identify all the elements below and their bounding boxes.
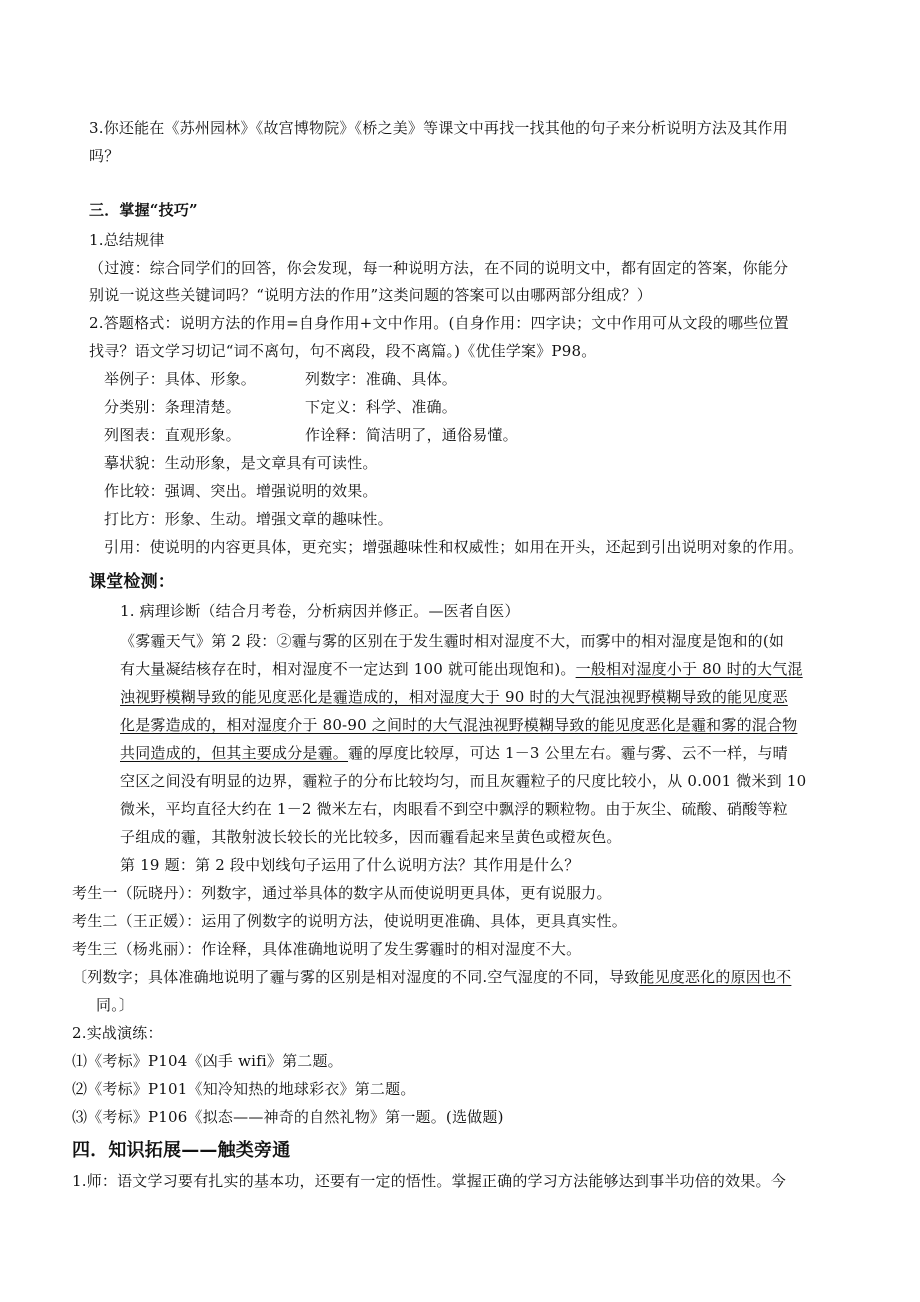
method-numbers: 列数字：准确、具体。 — [305, 370, 458, 388]
method-metaphor: 打比方：形象、生动。增强文章的趣味性。 — [104, 510, 393, 528]
para-line-1: 《雾霾天气》第 2 段：②霾与雾的区别在于发生霾时相对湿度不大，而雾中的相对湿度是饱和的(如 — [120, 632, 785, 650]
section-4-heading: 四．知识拓展——触类旁通 — [72, 1140, 291, 1161]
check-heading: 课堂检测： — [89, 572, 175, 592]
summary-title: 1.总结规律 — [89, 231, 165, 249]
reference-answer-1a: 〔列数字；具体准确地说明了霾与雾的区别是相对湿度的不同.空气湿度的不同，导致 — [72, 968, 640, 986]
q3-line-1: 3.你还能在《苏州园林》《故宫博物院》《桥之美》等课文中再找一找其他的句子来分析说明方法及其作用 — [89, 119, 788, 137]
para-line-5b: 霾的厚度比较厚，可达 1－3 公里左右。霾与雾、云不一样，与晴 — [348, 744, 788, 762]
method-chart: 列图表：直观形象。 — [104, 426, 241, 444]
practice-title: 2.实战演练： — [72, 1024, 163, 1042]
method-define: 下定义：科学、准确。 — [305, 398, 458, 416]
question-19: 第 19 题：第 2 段中划线句子运用了什么说明方法？其作用是什么？ — [120, 856, 580, 874]
reference-answer-line-1 — [72, 966, 791, 988]
method-quote: 引用：使说明的内容更具体，更充实；增强趣味性和权威性；如用在开头，还起到引出说明对象的作用。 — [104, 538, 804, 556]
format-line-1: 2.答题格式：说明方法的作用=自身作用+文中作用。(自身作用：四字诀；文中作用可从文段的哪些位置 — [89, 314, 789, 332]
practice-item-3: ⑶《考标》P106《拟态——神奇的自然礼物》第一题。(选做题) — [72, 1108, 504, 1126]
para-line-2 — [120, 658, 803, 680]
method-describe: 摹状貌：生动形象，是文章具有可读性。 — [104, 454, 378, 472]
practice-item-2: ⑵《考标》P101《知冷知热的地球彩衣》第二题。 — [72, 1080, 416, 1098]
para-line-6: 空区之间没有明显的边界，霾粒子的分布比较均匀，而且灰霾粒子的尺度比较小，从 0.001 微米到 10 — [120, 772, 807, 790]
para-line-2b-underlined: 一般相对湿度小于 80 时的大气混 — [575, 660, 803, 678]
method-explain: 作诠释：简洁明了，通俗易懂。 — [305, 426, 518, 444]
student-3-answer: 考生三（杨兆丽）：作诠释，具体准确地说明了发生雾霾时的相对湿度不大。 — [72, 940, 582, 958]
para-line-3-underlined: 浊视野模糊导致的能见度恶化是霾造成的，相对湿度大于 90 时的大气混浊视野模糊导致的能见度恶 — [120, 688, 788, 706]
method-example: 举例子：具体、形象。 — [104, 370, 257, 388]
q3-line-2: 吗？ — [89, 147, 120, 165]
para-line-2a: 有大量凝结核存在时，相对湿度不一定达到 100 就可能出现饱和)。 — [120, 660, 576, 678]
reference-answer-1b-underlined: 能见度恶化的原因也不 — [639, 968, 792, 986]
para-line-4-underlined: 化是雾造成的，相对湿度介于 80-90 之间时的大气混浊视野模糊导致的能见度恶化是霾和雾的混合物 — [120, 716, 798, 734]
section-4-line-1: 1.师：语文学习要有扎实的基本功，还要有一定的悟性。掌握正确的学习方法能够达到事半功倍的效果。今 — [72, 1172, 786, 1190]
para-line-5a-underlined: 共同造成的，但其主要成分是霾。 — [120, 744, 349, 762]
student-1-answer: 考生一（阮晓丹）：列数字，通过举具体的数字从而使说明更具体，更有说服力。 — [72, 884, 612, 902]
method-classify: 分类别：条理清楚。 — [104, 398, 241, 416]
student-2-answer: 考生二（王正媛）：运用了例数字的说明方法，使说明更准确、具体，更具真实性。 — [72, 912, 627, 930]
practice-item-1: ⑴《考标》P104《凶手 wifi》第二题。 — [72, 1052, 343, 1070]
transition-line-1: （过渡：综合同学们的回答，你会发现，每一种说明方法，在不同的说明文中，都有固定的答案，你能分 — [89, 259, 789, 277]
method-compare: 作比较：强调、突出。增强说明的效果。 — [104, 482, 378, 500]
para-line-7: 微米，平均直径大约在 1－2 微米左右，肉眼看不到空中飘浮的颗粒物。由于灰尘、硫酸、硝酸等粒 — [120, 800, 788, 818]
para-line-5 — [120, 742, 788, 764]
check-item-1: 1. 病理诊断（结合月考卷，分析病因并修正。—医者自医） — [120, 602, 520, 620]
para-line-8: 子组成的霾，其散射波长较长的光比较多，因而霾看起来呈黄色或橙灰色。 — [120, 828, 622, 846]
transition-line-2: 别说一说这些关键词吗？“说明方法的作用”这类问题的答案可以由哪两部分组成？） — [89, 286, 652, 304]
section-3-heading: 三．掌握“技巧” — [89, 201, 198, 219]
reference-answer-line-2: 同。〕 — [96, 996, 135, 1014]
format-line-2: 找寻？语文学习切记“词不离句，句不离段，段不离篇。)《优佳学案》P98。 — [89, 342, 597, 360]
